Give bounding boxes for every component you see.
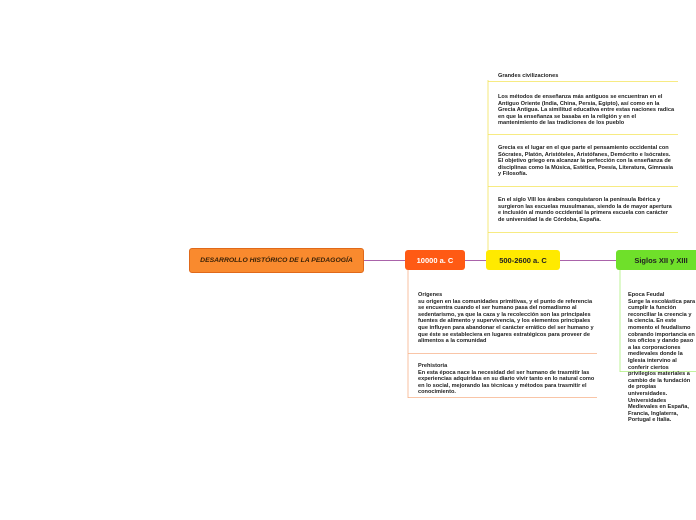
note-grecia[interactable]: Grecia es el lugar en el que parte el pensamiento occidental con Sócrates, Platón, Aristóteles, Aristófanes, Demócrito e Isócrates. El objetivo griego era alcanzar la perfección con la enseñanza de disciplinas como la Música, Estética, Poesía, Literatura, Gimnasia y Filosofía. (498, 145, 674, 178)
note-grandes-civilizaciones[interactable]: Grandes civilizaciones (498, 73, 559, 79)
branch-10000-ac[interactable] (405, 250, 465, 270)
branch-10000-ac-label: 10000 a. C (416, 255, 454, 265)
note-siglo-viii[interactable]: En el siglo VIII los árabes conquistaron la península Ibérica y surgieron las escuelas musulmanas, siendo la de mayor apertura e inclusión al mundo occidental la primera escuela con carácter de universidad la de Córdoba, España. (498, 197, 672, 223)
note-origenes[interactable]: Orígenes su origen en las comunidades primitivas, y el punto de referencia se encuentra cuando el ser humano pasa del nomadismo al sedentarismo, ya que la caza y la recolección son las principales fuentes de alimento y supervivencia, y los elementos principales que influyen para abandonar el carácter errático del ser humano y que éste se estableciera en lugares estratégicos para proveer de alimentos a la comunidad (418, 292, 594, 345)
note-epoca-feudal[interactable]: Época Feudal Surge la escolástica para cumplir la función reconciliar la creencia y la ciencia. En este momento el feudalismo cobrando importancia en los oficios y dando paso a las corporaciones medievales donde la Iglesia intervino al conferir ciertos privilegios materiales a cambio de la fundación de propias universidades. Universidades Medievales en España, Francia, Inglaterra, Portugal e Italia. (628, 292, 696, 424)
root-topic-label: DESARROLLO HISTÓRICO DE LA PEDAGOGÍA (200, 257, 353, 264)
branch-500-2600-ac[interactable] (486, 250, 560, 270)
branch-500-2600-ac-label: 500-2600 a. C (499, 255, 547, 265)
branch-siglos-xii-xiii[interactable] (616, 250, 696, 270)
root-topic[interactable] (189, 248, 364, 273)
note-prehistoria[interactable]: Prehistoria En esta época nace la necesidad del ser humano de trasmitir las experiencias adquiridas en su diario vivir tanto en lo natural como en lo social, mejorando las técnicas y métodos para trasmitir el conocimiento. (418, 363, 595, 396)
branch-siglos-xii-xiii-label: Siglos XII y XIII (634, 255, 688, 265)
note-metodos-ensenanza[interactable]: Los métodos de enseñanza más antiguos se encuentran en el Antiguo Oriente (India, China, Persia, Egipto), así como en la Grecia Antigua. La similitud educativa entre estas naciones radica en que la enseñanza se basaba en la religión y en el mantenimiento de las tradiciones de los pueblo (498, 94, 675, 127)
